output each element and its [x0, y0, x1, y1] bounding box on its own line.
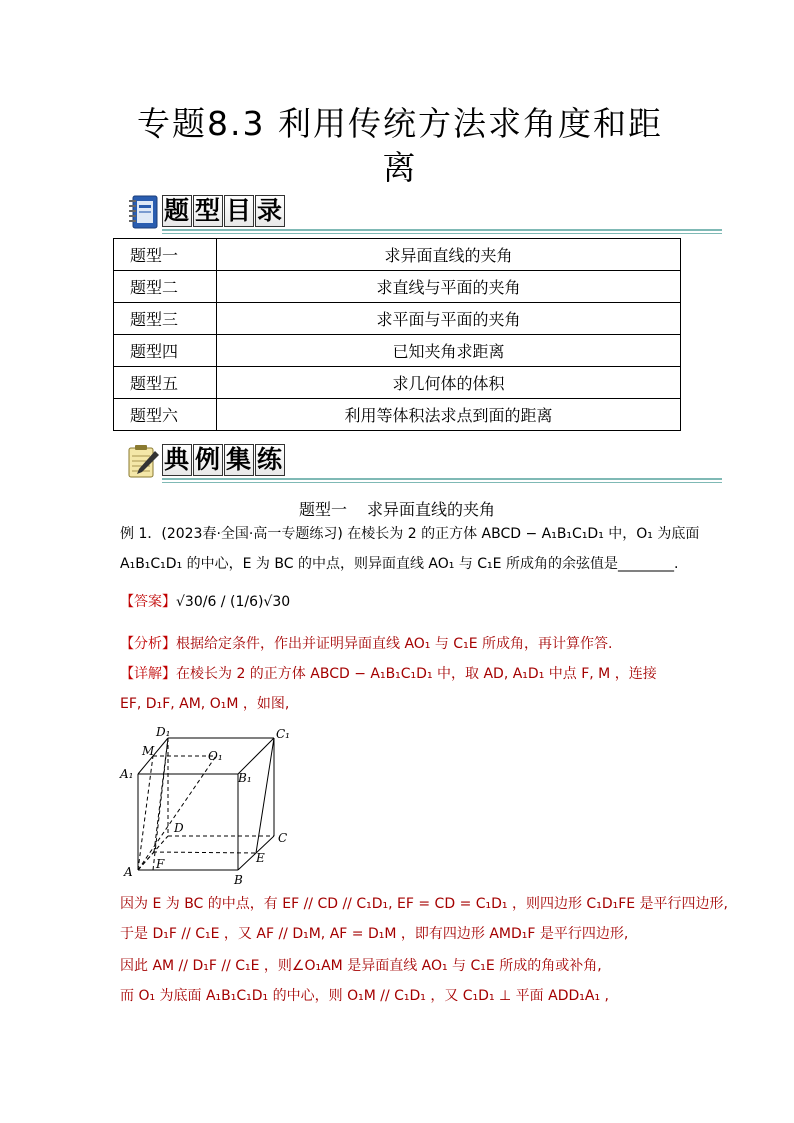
answer-label: 【答案】 — [120, 594, 176, 610]
table-row — [114, 271, 681, 303]
detail-label: 【详解】 — [120, 666, 176, 682]
toc-heading — [162, 195, 286, 227]
examples-heading — [162, 444, 286, 476]
proof-line: 因为 E 为 BC 的中点，有 EF // CD // C₁D₁, EF = CD = C₁D₁ ，则四边形 C₁D₁FE 是平行四边形, — [120, 896, 729, 912]
example-text-line: 例 1．(2023春·全国·高一专题练习) 在棱长为 2 的正方体 ABCD − A₁B₁C₁D₁ 中，O₁ 为底面 — [120, 526, 700, 542]
label-B: B — [234, 873, 243, 886]
toc-table — [113, 238, 681, 431]
label-E: E — [256, 851, 265, 865]
toc-heading-char: 型 — [195, 196, 222, 225]
label-A1: A₁ — [120, 767, 134, 781]
toc-num: 题型五 — [114, 367, 217, 399]
toc-num: 题型四 — [114, 335, 217, 367]
analysis-line — [120, 634, 690, 654]
toc-num: 题型二 — [114, 271, 217, 303]
toc-heading-char: 目 — [226, 196, 253, 225]
label-F: F — [156, 857, 165, 871]
label-C1: C₁ — [276, 727, 290, 741]
analysis-text: 根据给定条件，作出并证明异面直线 AO₁ 与 C₁E 所成角，再计算作答. — [176, 636, 613, 652]
toc-heading-char: 录 — [257, 196, 284, 225]
cube-figure — [118, 724, 298, 886]
detail-line: EF, D₁F, AM, O₁M ，如图, — [120, 696, 290, 712]
table-row — [114, 399, 681, 431]
label-A: A — [124, 865, 133, 879]
label-D1: D₁ — [156, 725, 171, 739]
divider — [162, 229, 722, 231]
answer-value: √30/6 / (1/6)√30 — [176, 594, 291, 610]
section-num: 题型一 — [298, 500, 347, 519]
examples-heading-char: 练 — [257, 445, 284, 474]
detail-line — [120, 664, 690, 684]
table-row — [114, 367, 681, 399]
label-B1: B₁ — [238, 771, 252, 785]
toc-topic: 已知夹角求距离 — [217, 335, 681, 367]
section-topic: 求异面直线的夹角 — [367, 500, 496, 519]
examples-section-header — [122, 440, 722, 486]
toc-topic: 求几何体的体积 — [217, 367, 681, 399]
proof-line: 于是 D₁F // C₁E ，又 AF // D₁M, AF = D₁M ，即有四边形 AMD₁F 是平行四边形, — [120, 926, 629, 942]
table-row — [114, 335, 681, 367]
table-row — [114, 239, 681, 271]
toc-topic: 利用等体积法求点到面的距离 — [217, 399, 681, 431]
page-title-line1: 专题8.3 利用传统方法求角度和距 — [137, 104, 663, 143]
toc-topic: 求平面与平面的夹角 — [217, 303, 681, 335]
examples-heading-char: 典 — [164, 445, 191, 474]
label-C: C — [278, 831, 288, 845]
label-D: D — [174, 821, 184, 835]
examples-heading-char: 例 — [195, 445, 222, 474]
detail-text: 在棱长为 2 的正方体 ABCD − A₁B₁C₁D₁ 中，取 AD, A₁D₁ 中点 F, M ，连接 — [176, 666, 657, 682]
analysis-label: 【分析】 — [120, 636, 176, 652]
proof-line: 因此 AM // D₁F // C₁E ，则∠O₁AM 是异面直线 AO₁ 与 C₁E 所成的角或补角, — [120, 958, 602, 974]
toc-section-header — [122, 191, 722, 237]
divider — [162, 233, 722, 234]
toc-heading-char: 题 — [164, 196, 191, 225]
label-M: M — [142, 744, 155, 758]
page-title-line2: 离 — [382, 148, 418, 187]
table-row — [114, 303, 681, 335]
toc-topic: 求异面直线的夹角 — [217, 239, 681, 271]
divider — [162, 478, 722, 480]
label-O1: O₁ — [208, 749, 223, 763]
toc-topic: 求直线与平面的夹角 — [217, 271, 681, 303]
toc-num: 题型六 — [114, 399, 217, 431]
proof-line: 而 O₁ 为底面 A₁B₁C₁D₁ 的中心，则 O₁M // C₁D₁ ，又 C₁D₁ ⊥ 平面 ADD₁A₁ , — [120, 988, 609, 1004]
toc-num: 题型三 — [114, 303, 217, 335]
section-subtitle — [0, 497, 794, 520]
notepad-pencil-icon — [124, 442, 162, 480]
answer-line — [120, 592, 690, 612]
divider — [162, 482, 722, 483]
toc-num: 题型一 — [114, 239, 217, 271]
examples-heading-char: 集 — [226, 445, 253, 474]
example-text-line: A₁B₁C₁D₁ 的中心，E 为 BC 的中点，则异面直线 AO₁ 与 C₁E 所成角的余弦值是________. — [120, 556, 679, 572]
notebook-icon — [124, 193, 162, 231]
